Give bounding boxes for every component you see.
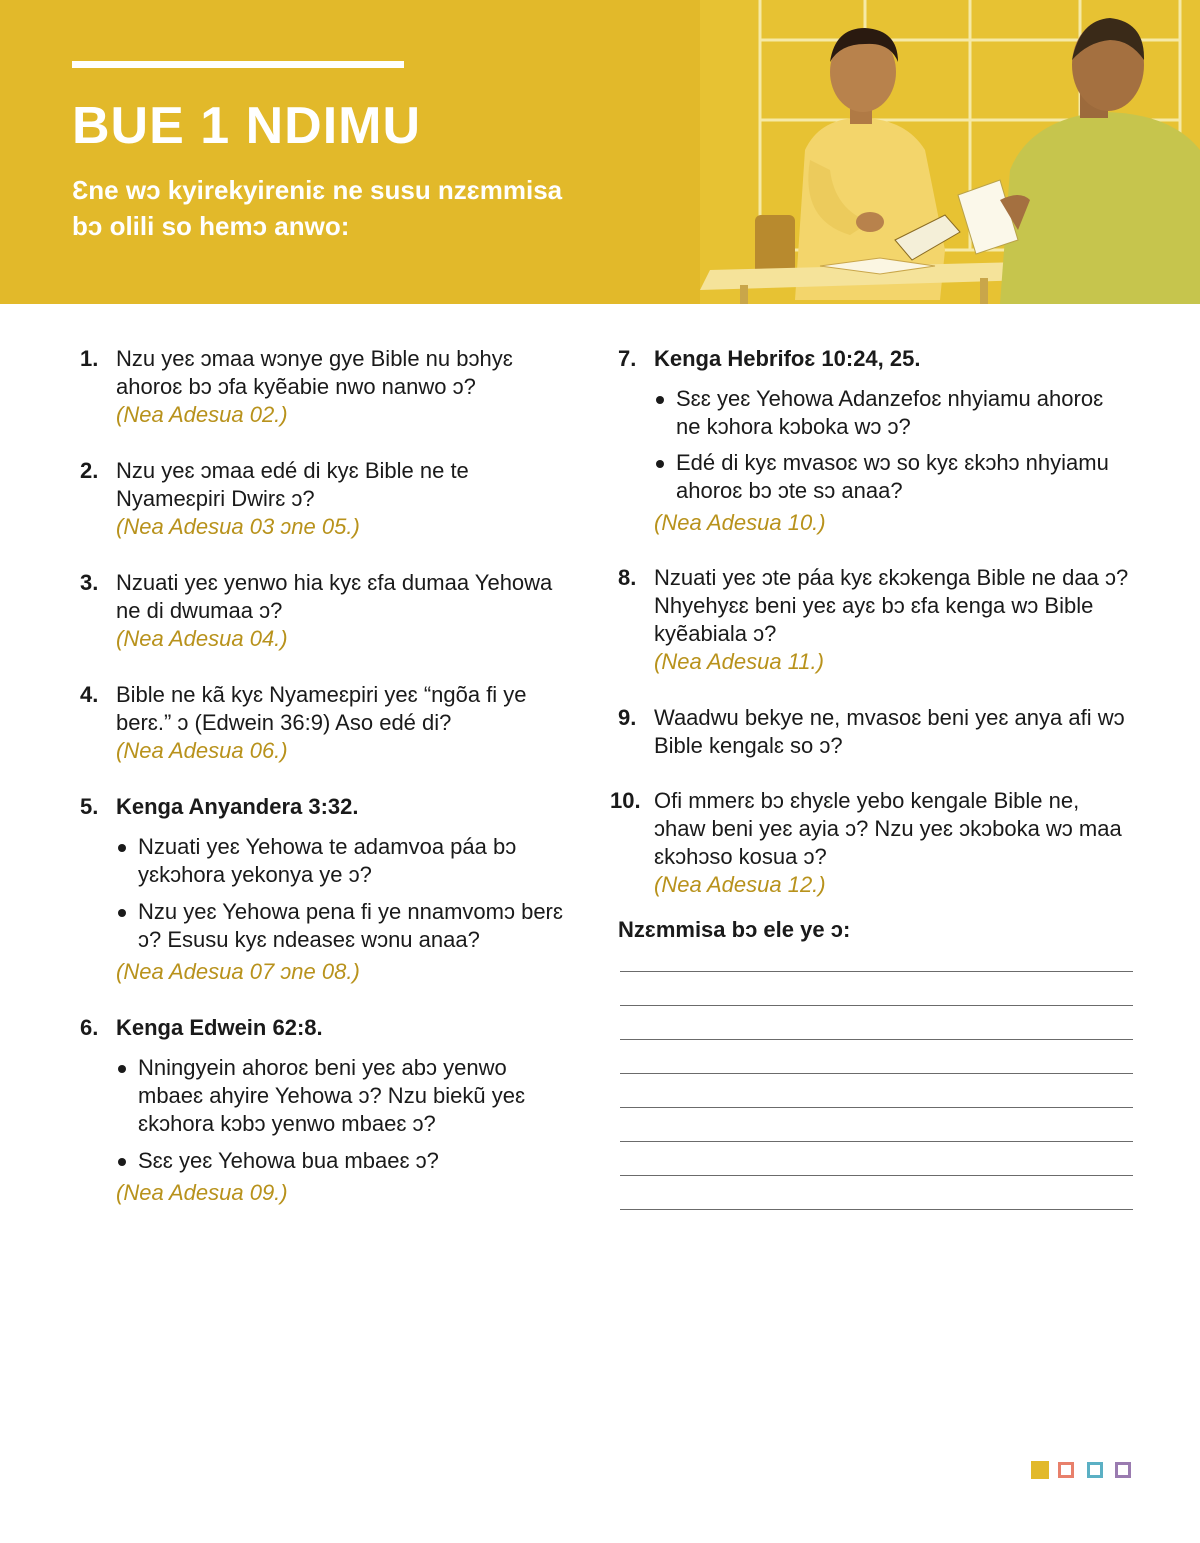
question-text: Nzu yeɛ ɔmaa wɔnye gye Bible nu bɔhyɛ ahoroɛ bɔ ɔfa kyẽabie nwo nanwo ɔ? [116, 346, 513, 399]
study-reference: (Nea Adesua 02.) [116, 402, 288, 427]
question-10 [610, 787, 1133, 899]
note-line[interactable] [620, 1073, 1133, 1074]
question-text: Waadwu bekye ne, mvasoɛ beni yeɛ anya afi wɔ Bible kengalɛ so ɔ? [654, 705, 1125, 758]
question-text: Nzu yeɛ ɔmaa edé di kyɛ Bible ne te Nyameɛpiri Dwirɛ ɔ? [116, 458, 469, 511]
bullet-item: Sɛɛ yeɛ Yehowa bua mbaeɛ ɔ? [116, 1147, 575, 1175]
study-reference: (Nea Adesua 07 ɔne 08.) [116, 959, 360, 984]
question-1 [80, 345, 575, 429]
bullet-item: Sɛɛ yeɛ Yehowa Adanzefoɛ nhyiamu ahoroɛ ne kɔhora kɔboka wɔ ɔ? [654, 385, 1133, 441]
study-reference: (Nea Adesua 06.) [116, 738, 288, 763]
study-reference: (Nea Adesua 10.) [654, 510, 826, 535]
question-text: Bible ne kã kyɛ Nyameɛpiri yeɛ “ngõa fi ye berɛ.” ɔ (Edwein 36:9) Aso edé di? [116, 682, 527, 735]
question-bullets [116, 833, 575, 954]
header-banner [0, 0, 1200, 304]
study-reference: (Nea Adesua 11.) [654, 649, 824, 674]
note-line[interactable] [620, 1039, 1133, 1040]
study-illustration [700, 0, 1200, 304]
footer-square-outline [1058, 1462, 1074, 1478]
question-number: 3. [80, 570, 99, 595]
question-number: 10. [610, 788, 641, 813]
question-number: 9. [618, 705, 637, 730]
note-line[interactable] [620, 1175, 1133, 1176]
page-subtitle: Ɛne wɔ kyirekyireniɛ ne susu nzɛmmisa bɔ olili so hemɔ anwo: [72, 175, 563, 241]
title-rule [72, 61, 404, 68]
question-number: 6. [80, 1015, 99, 1040]
question-9 [618, 704, 1133, 760]
questions-left-column [80, 345, 575, 1207]
questions-right-column [610, 345, 1133, 899]
note-line[interactable] [620, 1141, 1133, 1142]
question-8 [618, 564, 1133, 676]
footer-square-filled [1031, 1461, 1049, 1479]
question-number: 2. [80, 458, 99, 483]
note-line[interactable] [620, 1209, 1133, 1210]
question-number: 5. [80, 794, 99, 819]
note-line[interactable] [620, 971, 1133, 972]
note-line[interactable] [620, 1005, 1133, 1006]
study-reference: (Nea Adesua 09.) [116, 1180, 288, 1205]
question-number: 8. [618, 565, 637, 590]
notes-label: Nzɛmmisa bɔ ele ye ɔ: [618, 917, 851, 942]
bullet-item: Edé di kyɛ mvasoɛ wɔ so kyɛ ɛkɔhɔ nhyiamu ahoroɛ bɔ ɔte sɔ anaa? [654, 449, 1133, 505]
question-text: Nzuati yeɛ ɔte páa kyɛ ɛkɔkenga Bible ne daa ɔ? Nhyehyɛɛ beni yeɛ ayɛ bɔ ɛfa kenga wɔ Bible kyẽabiala ɔ? [654, 565, 1129, 646]
question-5 [80, 793, 575, 986]
bullet-item: Nzu yeɛ Yehowa pena fi ye nnamvomɔ berɛ ɔ? Esusu kyɛ ndeaseɛ wɔnu anaa? [116, 898, 575, 954]
question-heading: Kenga Hebrifoɛ 10:24, 25. [654, 346, 921, 371]
study-reference: (Nea Adesua 04.) [116, 626, 288, 651]
question-number: 1. [80, 346, 99, 371]
question-7 [618, 345, 1133, 537]
page-title: BUE 1 NDIMU [72, 97, 422, 155]
question-text: Nzuati yeɛ yenwo hia kyɛ ɛfa dumaa Yehowa ne di dwumaa ɔ? [116, 570, 553, 623]
note-line[interactable] [620, 1107, 1133, 1108]
question-3 [80, 569, 575, 653]
footer-square-outline [1087, 1462, 1103, 1478]
bullet-item: Nzuati yeɛ Yehowa te adamvoa páa bɔ yɛkɔhora yekonya ye ɔ? [116, 833, 575, 889]
question-heading: Kenga Edwein 62:8. [116, 1015, 323, 1040]
question-heading: Kenga Anyandera 3:32. [116, 794, 359, 819]
question-number: 4. [80, 682, 99, 707]
question-6 [80, 1014, 575, 1207]
question-bullets [654, 385, 1133, 505]
question-number: 7. [618, 346, 637, 371]
study-reference: (Nea Adesua 03 ɔne 05.) [116, 514, 360, 539]
question-4 [80, 681, 575, 765]
bullet-item: Nningyein ahoroɛ beni yeɛ abɔ yenwo mbaeɛ ahyire Yehowa ɔ? Nzu biekũ yeɛ ɛkɔhora kɔbɔ yenwo mbaeɛ ɔ? [116, 1054, 575, 1138]
question-2 [80, 457, 575, 541]
footer-square-outline [1115, 1462, 1131, 1478]
question-bullets [116, 1054, 575, 1175]
question-text: Ofi mmerɛ bɔ ɛhyɛle yebo kengale Bible ne, ɔhaw beni yeɛ ayia ɔ? Nzu yeɛ ɔkɔboka wɔ maa ɛkɔhɔso kosua ɔ? [654, 788, 1122, 869]
study-reference: (Nea Adesua 12.) [654, 872, 826, 897]
